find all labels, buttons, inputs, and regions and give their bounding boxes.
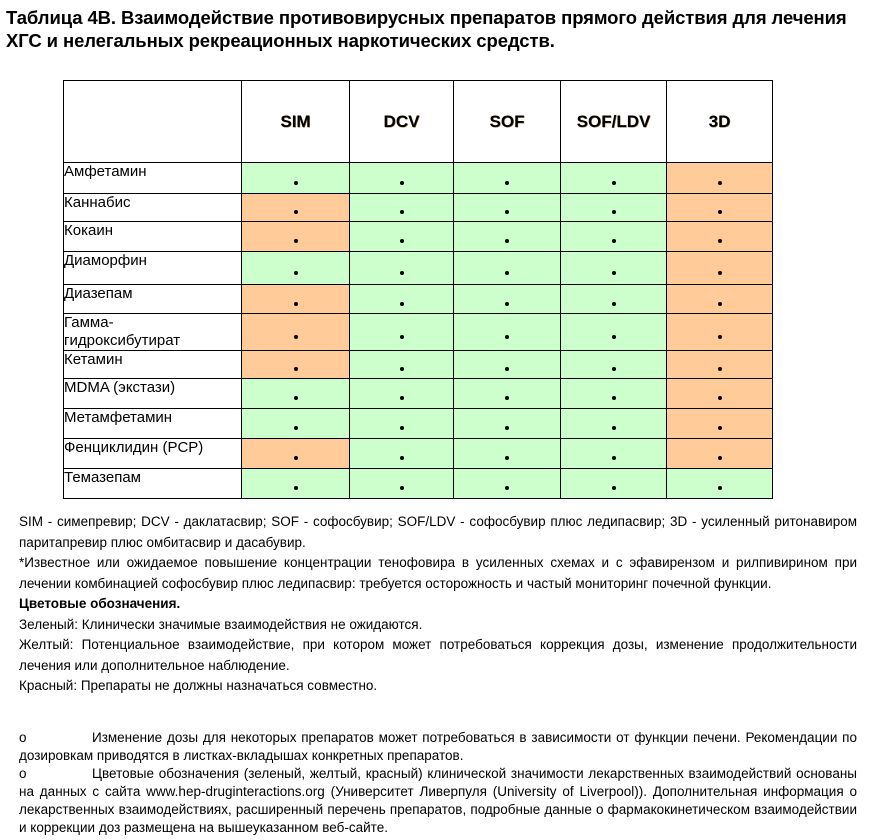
table-row — [64, 252, 773, 285]
interaction-cell-3d — [667, 194, 773, 222]
interaction-cell-dcv — [350, 314, 454, 351]
bullet-dot-icon — [612, 367, 616, 371]
interaction-cell-sim — [242, 252, 350, 285]
bullet-dot-icon — [400, 271, 404, 275]
table-row — [64, 469, 773, 499]
interaction-cell-sof-ldv — [561, 379, 667, 409]
bullet-dot-icon — [718, 367, 722, 371]
interaction-cell-sim — [242, 222, 350, 252]
interaction-cell-sim — [242, 469, 350, 499]
bullet-dot-icon — [400, 367, 404, 371]
row-label: MDMA (экстази) — [64, 379, 242, 409]
bullet-dot-icon — [505, 396, 509, 400]
legend-red: Красный: Препараты не должны назначаться совместно. — [19, 678, 378, 693]
interaction-cell-sof — [454, 409, 561, 439]
table-row — [64, 163, 773, 194]
bullet-dot-icon — [718, 456, 722, 460]
bullet-dot-icon — [505, 426, 509, 430]
row-label: Кетамин — [64, 351, 242, 379]
interaction-cell-dcv — [350, 222, 454, 252]
interaction-cell-sim — [242, 379, 350, 409]
row-label: Темазепам — [64, 469, 242, 499]
legend-title: Цветовые обозначения. — [19, 596, 181, 611]
interaction-cell-3d — [667, 379, 773, 409]
interaction-cell-3d — [667, 439, 773, 469]
bullet-dot-icon — [400, 456, 404, 460]
bullet-dot-icon — [612, 335, 616, 339]
interaction-cell-sof — [454, 379, 561, 409]
interaction-cell-sim — [242, 194, 350, 222]
row-label: Каннабис — [64, 194, 242, 222]
bullet-dot-icon — [505, 271, 509, 275]
bullet-dot-icon — [612, 396, 616, 400]
interaction-cell-sof-ldv — [561, 194, 667, 222]
interaction-cell-dcv — [350, 469, 454, 499]
bullet-dot-icon — [718, 181, 722, 185]
row-label: Метамфетамин — [64, 409, 242, 439]
table-row — [64, 194, 773, 222]
bullet-dot-icon — [612, 456, 616, 460]
row-label: Диазепам — [64, 285, 242, 314]
interaction-cell-sof-ldv — [561, 314, 667, 351]
table-title: Таблица 4B. Взаимодействие противовирусных препаратов прямого действия для лечения ХГС и нелегальных рекреационных наркотических средств. — [6, 7, 847, 51]
interaction-cell-3d — [667, 285, 773, 314]
interaction-cell-3d — [667, 163, 773, 194]
interaction-cell-sof-ldv — [561, 222, 667, 252]
interaction-cell-sof — [454, 252, 561, 285]
bullet-dot-icon — [612, 271, 616, 275]
column-header-sim: SIM — [242, 81, 350, 163]
bullet-dot-icon — [718, 239, 722, 243]
bullet-dot-icon — [505, 302, 509, 306]
abbreviations-note: SIM - симепревир; DCV - даклатасвир; SOF - софосбувир; SOF/LDV - софосбувир плюс ледипасвир; 3D - усиленный ритонавиром паритапревир плюс омбитасвир и дасабувир. — [19, 514, 857, 550]
notes-section — [19, 512, 857, 697]
column-header-sof-ldv: SOF/LDV — [561, 81, 667, 163]
bullet-dot-icon — [294, 302, 298, 306]
interaction-cell-3d — [667, 351, 773, 379]
table-row — [64, 409, 773, 439]
bullet-dot-icon — [400, 335, 404, 339]
interaction-cell-sof — [454, 163, 561, 194]
interaction-cell-3d — [667, 314, 773, 351]
interaction-cell-sof-ldv — [561, 351, 667, 379]
interaction-cell-sof — [454, 469, 561, 499]
bullet-dot-icon — [505, 335, 509, 339]
bullet-marker: o — [19, 766, 27, 781]
bullet-dot-icon — [505, 210, 509, 214]
bullet-dot-icon — [400, 210, 404, 214]
interaction-cell-sof-ldv — [561, 439, 667, 469]
bullet-dot-icon — [294, 239, 298, 243]
bullet-dot-icon — [294, 456, 298, 460]
interaction-cell-dcv — [350, 252, 454, 285]
interaction-cell-dcv — [350, 285, 454, 314]
bullet-dot-icon — [294, 271, 298, 275]
bullet-dot-icon — [294, 335, 298, 339]
interaction-cell-sof — [454, 439, 561, 469]
interaction-cell-3d — [667, 469, 773, 499]
table-row — [64, 439, 773, 469]
bullet-dot-icon — [612, 210, 616, 214]
table-header-row — [64, 81, 773, 163]
interaction-cell-dcv — [350, 351, 454, 379]
row-label: Гамма- гидроксибутират — [64, 314, 242, 351]
bullet-dot-icon — [505, 367, 509, 371]
legend-yellow: Желтый: Потенциальное взаимодействие, при котором может потребоваться коррекция дозы, изменение продолжительности лечения или дополнительное наблюдение. — [19, 637, 857, 673]
interaction-cell-sim — [242, 409, 350, 439]
bullet-dot-icon — [400, 302, 404, 306]
interaction-cell-sof — [454, 222, 561, 252]
interaction-cell-3d — [667, 409, 773, 439]
interaction-cell-sof — [454, 285, 561, 314]
interaction-cell-sof-ldv — [561, 409, 667, 439]
column-header-dcv: DCV — [350, 81, 454, 163]
interaction-cell-sim — [242, 439, 350, 469]
bullet-dot-icon — [505, 486, 509, 490]
interaction-cell-dcv — [350, 163, 454, 194]
interaction-cell-sof — [454, 314, 561, 351]
bullet-text: Цветовые обозначения (зеленый, желтый, красный) клинической значимости лекарственных взаимодействий основаны на данных с сайта www.hep-druginteractions.org (Университет Ливерпуля (University of Liverpool)). Дополнительная информация о лекарственных взаимодействиях, расширенный перечень препаратов, подробные данные о фармакокинетическом взаимодействии и коррекции доз размещена на вышеуказанном веб-сайте. — [19, 766, 857, 835]
header-corner — [64, 81, 242, 163]
bullet-notes — [19, 729, 857, 837]
bullet-dot-icon — [612, 181, 616, 185]
interaction-cell-dcv — [350, 409, 454, 439]
row-label: Кокаин — [64, 222, 242, 252]
interaction-cell-dcv — [350, 439, 454, 469]
bullet-dot-icon — [505, 456, 509, 460]
bullet-dot-icon — [718, 271, 722, 275]
bullet-dot-icon — [612, 239, 616, 243]
interaction-cell-sof-ldv — [561, 163, 667, 194]
interaction-cell-3d — [667, 252, 773, 285]
bullet-dot-icon — [400, 181, 404, 185]
interaction-cell-sim — [242, 351, 350, 379]
bullet-dot-icon — [294, 396, 298, 400]
column-header-sof: SOF — [454, 81, 561, 163]
bullet-dot-icon — [400, 396, 404, 400]
table-row — [64, 314, 773, 351]
bullet-dot-icon — [718, 210, 722, 214]
bullet-dot-icon — [718, 426, 722, 430]
bullet-item — [19, 765, 857, 837]
interaction-cell-dcv — [350, 379, 454, 409]
asterisk-note: *Известное или ожидаемое повышение концентрации тенофовира в усиленных схемах и с эфавирензом и рилпивирином при лечении комбинацией софосбувир плюс ледипасвир: требуется осторожность и частый мониторинг почечной функции. — [19, 555, 857, 591]
bullet-marker: o — [19, 730, 27, 745]
interaction-cell-sof-ldv — [561, 285, 667, 314]
column-header-3d: 3D — [667, 81, 773, 163]
interaction-cell-sof-ldv — [561, 252, 667, 285]
legend-green: Зеленый: Клинически значимые взаимодействия не ожидаются. — [19, 616, 423, 632]
row-label: Диаморфин — [64, 252, 242, 285]
interaction-cell-sim — [242, 285, 350, 314]
interaction-cell-sof — [454, 351, 561, 379]
bullet-dot-icon — [294, 367, 298, 371]
interaction-cell-sim — [242, 163, 350, 194]
interaction-table — [63, 80, 773, 499]
bullet-dot-icon — [718, 302, 722, 306]
interaction-cell-dcv — [350, 194, 454, 222]
bullet-dot-icon — [718, 396, 722, 400]
bullet-text: Изменение дозы для некоторых препаратов может потребоваться в зависимости от функции печени. Рекомендации по дозировкам приводятся в листках-вкладышах конкретных препаратов. — [19, 730, 857, 763]
row-label: Амфетамин — [64, 163, 242, 194]
bullet-dot-icon — [718, 335, 722, 339]
row-label: Фенциклидин (PCP) — [64, 439, 242, 469]
table-row — [64, 351, 773, 379]
bullet-dot-icon — [294, 181, 298, 185]
table-row — [64, 222, 773, 252]
bullet-item — [19, 729, 857, 765]
bullet-dot-icon — [718, 486, 722, 490]
bullet-dot-icon — [400, 239, 404, 243]
bullet-dot-icon — [294, 486, 298, 490]
table-row — [64, 379, 773, 409]
table-row — [64, 285, 773, 314]
bullet-dot-icon — [400, 486, 404, 490]
bullet-dot-icon — [612, 302, 616, 306]
interaction-cell-3d — [667, 222, 773, 252]
bullet-dot-icon — [294, 426, 298, 430]
bullet-dot-icon — [400, 426, 404, 430]
bullet-dot-icon — [505, 239, 509, 243]
bullet-dot-icon — [612, 426, 616, 430]
bullet-dot-icon — [294, 210, 298, 214]
bullet-dot-icon — [505, 181, 509, 185]
interaction-cell-sim — [242, 314, 350, 351]
interaction-cell-sof — [454, 194, 561, 222]
bullet-dot-icon — [612, 486, 616, 490]
interaction-cell-sof-ldv — [561, 469, 667, 499]
